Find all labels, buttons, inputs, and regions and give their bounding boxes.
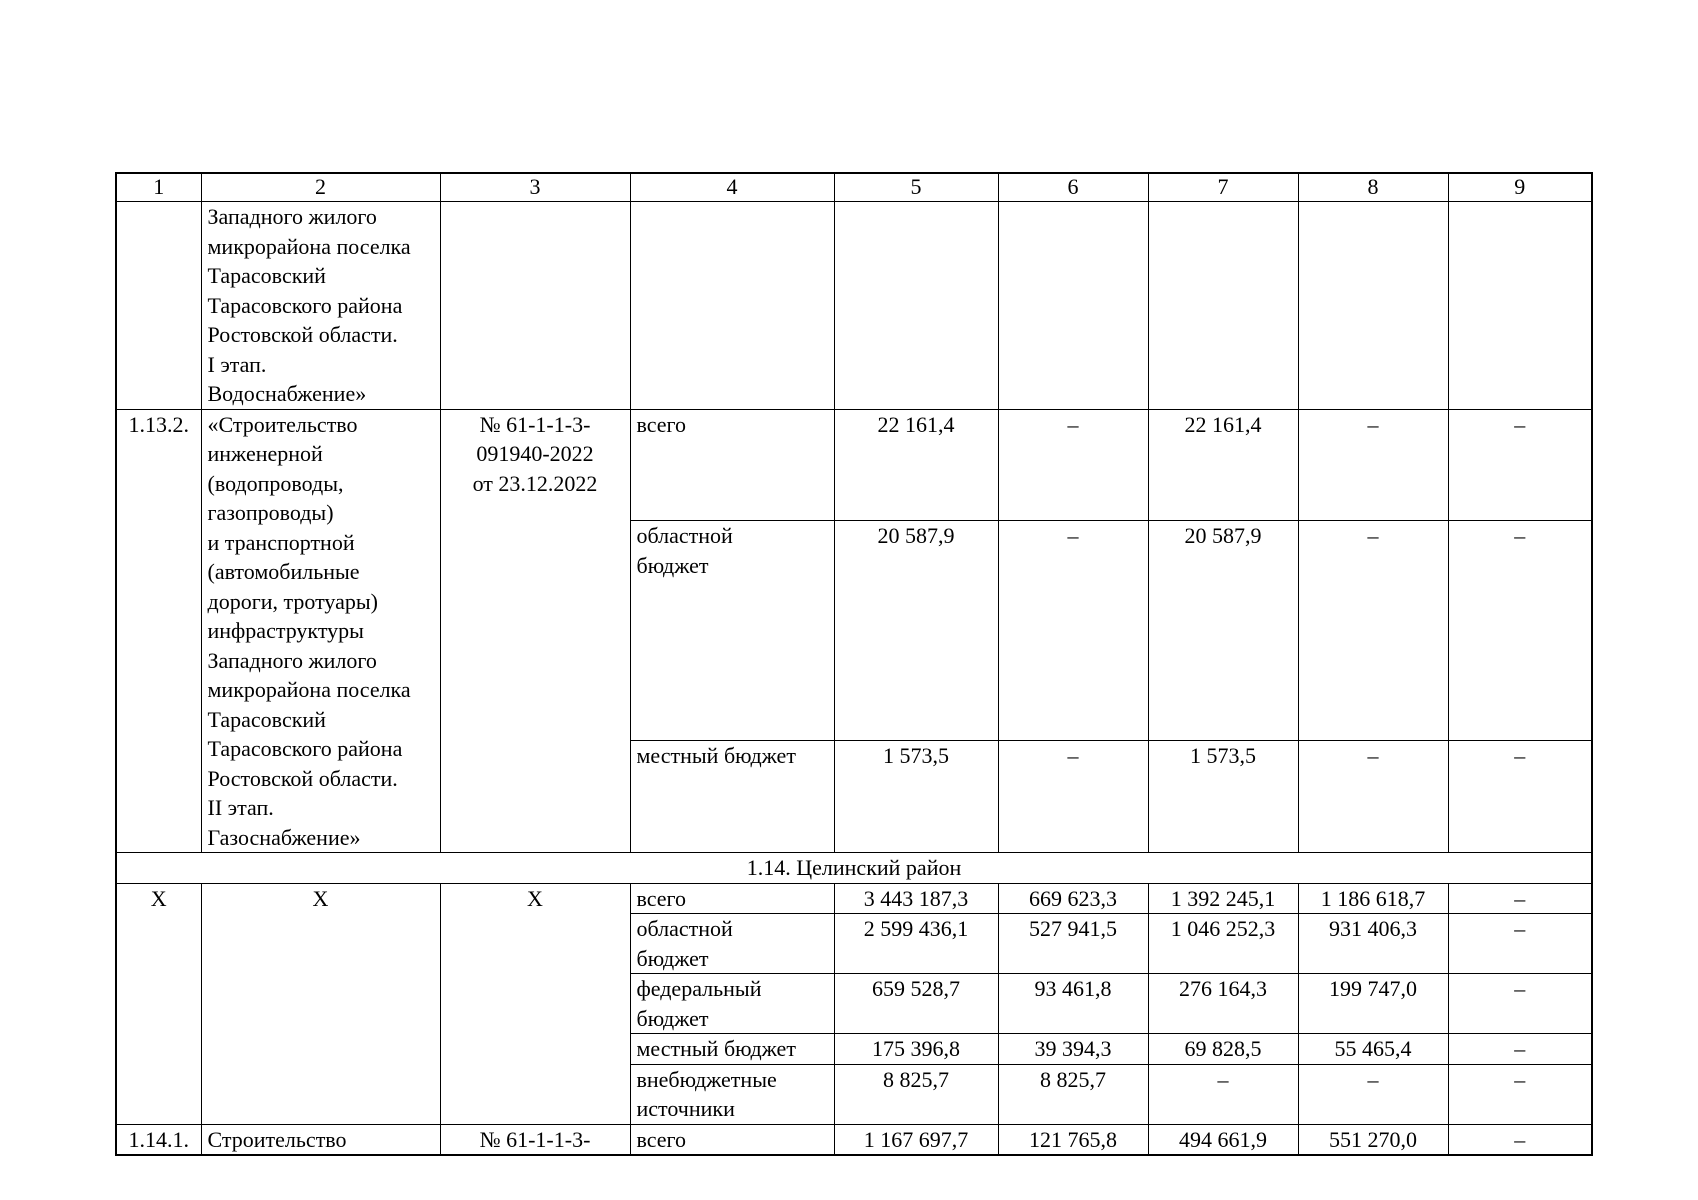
column-number-row bbox=[116, 173, 1592, 202]
value-cell: 69 828,5 bbox=[1148, 1034, 1298, 1065]
value-cell: – bbox=[1448, 1064, 1592, 1124]
value-cell: 2 599 436,1 bbox=[834, 914, 998, 974]
value-cell: – bbox=[1448, 1124, 1592, 1155]
value-cell: 93 461,8 bbox=[998, 974, 1148, 1034]
value-cell: 39 394,3 bbox=[998, 1034, 1148, 1065]
funding-source: местный бюджет bbox=[630, 741, 834, 853]
header-cell: 5 bbox=[834, 173, 998, 202]
table-row-continuation bbox=[116, 202, 1592, 410]
funding-source: всего bbox=[630, 883, 834, 914]
value-cell: – bbox=[1298, 521, 1448, 741]
value-cell: 1 573,5 bbox=[1148, 741, 1298, 853]
value-cell: – bbox=[1448, 914, 1592, 974]
item-number: 1.13.2. bbox=[116, 409, 201, 853]
value-cell: 8 825,7 bbox=[834, 1064, 998, 1124]
project-name-cell: X bbox=[201, 883, 440, 1124]
budget-table bbox=[115, 172, 1593, 1156]
item-number: X bbox=[116, 883, 201, 1124]
section-title: 1.14. Целинский район bbox=[116, 853, 1592, 884]
value-cell: 121 765,8 bbox=[998, 1124, 1148, 1155]
value-cell: 55 465,4 bbox=[1298, 1034, 1448, 1065]
value-cell: – bbox=[1448, 974, 1592, 1034]
project-name-cell: «Строительство инженерной (водопроводы, газопроводы) и транспортной (автомобильные дороги, тротуары) инфраструктуры Западного жилого микрорайона поселка Тарасовский Тарасовского района Ростовской области. II этап. Газоснабжение» bbox=[201, 409, 440, 853]
document-number-cell: X bbox=[440, 883, 630, 1124]
value-cell: – bbox=[998, 741, 1148, 853]
table-row-1-13-2-total bbox=[116, 409, 1592, 521]
header-cell: 7 bbox=[1148, 173, 1298, 202]
value-cell: 669 623,3 bbox=[998, 883, 1148, 914]
value-cell: – bbox=[1298, 741, 1448, 853]
num-cell bbox=[116, 202, 201, 410]
value-cell: 527 941,5 bbox=[998, 914, 1148, 974]
document-number-cell: № 61-1-1-3- 091940-2022 от 23.12.2022 bbox=[440, 409, 630, 853]
value-cell: – bbox=[1448, 1034, 1592, 1065]
value-cell: 22 161,4 bbox=[1148, 409, 1298, 521]
value-cell: 3 443 187,3 bbox=[834, 883, 998, 914]
value-cell: – bbox=[1448, 521, 1592, 741]
header-cell: 9 bbox=[1448, 173, 1592, 202]
value-cell: – bbox=[1298, 409, 1448, 521]
value-cell: 1 392 245,1 bbox=[1148, 883, 1298, 914]
funding-source: местный бюджет bbox=[630, 1034, 834, 1065]
value-cell: – bbox=[998, 409, 1148, 521]
funding-source: всего bbox=[630, 409, 834, 521]
funding-source: всего bbox=[630, 1124, 834, 1155]
table-row-1-14-1-total bbox=[116, 1124, 1592, 1155]
table-row-1-14-total bbox=[116, 883, 1592, 914]
header-cell: 2 bbox=[201, 173, 440, 202]
item-number: 1.14.1. bbox=[116, 1124, 201, 1155]
project-name-cell: Западного жилого микрорайона поселка Тарасовский Тарасовского района Ростовской области. I этап. Водоснабжение» bbox=[201, 202, 440, 410]
value-cell: 551 270,0 bbox=[1298, 1124, 1448, 1155]
header-cell: 1 bbox=[116, 173, 201, 202]
document-number-cell: № 61-1-1-3- bbox=[440, 1124, 630, 1155]
header-cell: 8 bbox=[1298, 173, 1448, 202]
value-cell: – bbox=[1148, 1064, 1298, 1124]
value-cell: 175 396,8 bbox=[834, 1034, 998, 1065]
value-cell: 22 161,4 bbox=[834, 409, 998, 521]
value-cell: 8 825,7 bbox=[998, 1064, 1148, 1124]
value-cell: 494 661,9 bbox=[1148, 1124, 1298, 1155]
funding-source: областной бюджет bbox=[630, 521, 834, 741]
funding-source: федеральный бюджет bbox=[630, 974, 834, 1034]
value-cell: – bbox=[998, 521, 1148, 741]
value-cell: 1 186 618,7 bbox=[1298, 883, 1448, 914]
value-cell: 1 167 697,7 bbox=[834, 1124, 998, 1155]
project-name-cell: Строительство bbox=[201, 1124, 440, 1155]
funding-source: областной бюджет bbox=[630, 914, 834, 974]
value-cell: 1 046 252,3 bbox=[1148, 914, 1298, 974]
funding-source: внебюджетные источники bbox=[630, 1064, 834, 1124]
value-cell: 20 587,9 bbox=[834, 521, 998, 741]
value-cell: 1 573,5 bbox=[834, 741, 998, 853]
value-cell: 20 587,9 bbox=[1148, 521, 1298, 741]
value-cell: 276 164,3 bbox=[1148, 974, 1298, 1034]
value-cell: 659 528,7 bbox=[834, 974, 998, 1034]
value-cell: – bbox=[1448, 409, 1592, 521]
value-cell: 199 747,0 bbox=[1298, 974, 1448, 1034]
header-cell: 3 bbox=[440, 173, 630, 202]
value-cell: – bbox=[1448, 741, 1592, 853]
value-cell: – bbox=[1298, 1064, 1448, 1124]
value-cell: 931 406,3 bbox=[1298, 914, 1448, 974]
header-cell: 6 bbox=[998, 173, 1148, 202]
section-row-1-14 bbox=[116, 853, 1592, 884]
value-cell: – bbox=[1448, 883, 1592, 914]
header-cell: 4 bbox=[630, 173, 834, 202]
